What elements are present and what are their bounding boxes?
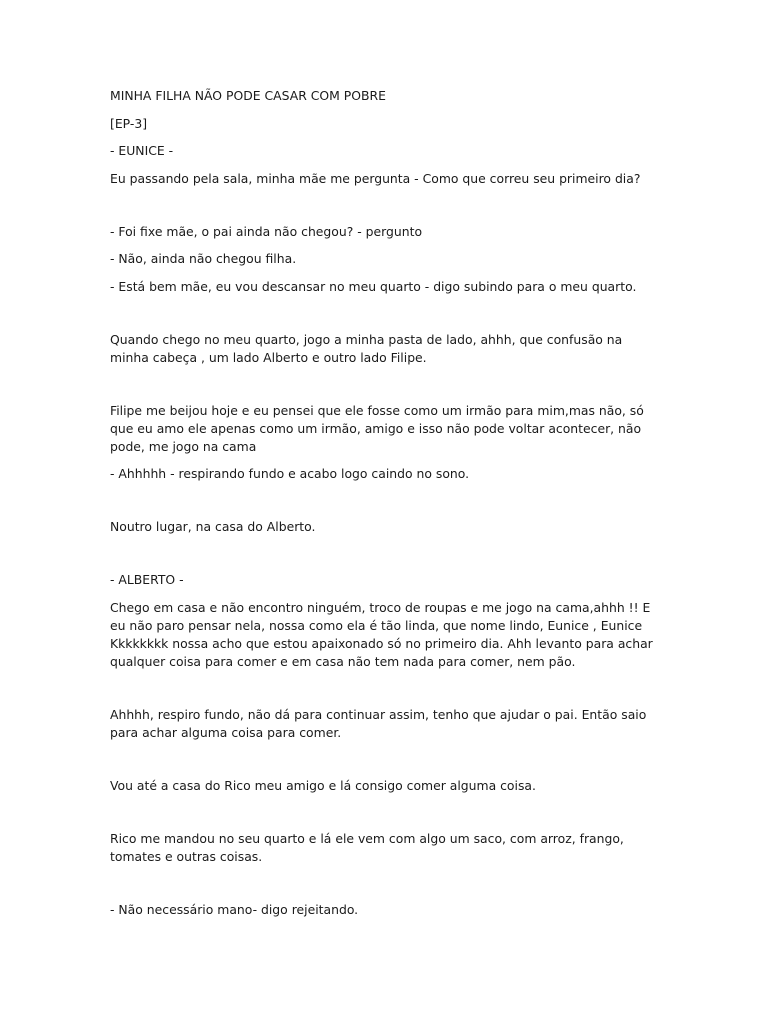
paragraph: Filipe me beijou hoje e eu pensei que ele fosse como um irmão para mim,mas não, só que eu amo ele apenas como um irmão, amigo e isso não pode voltar acontecer, não pode, me jogo na cama — [110, 402, 644, 454]
section-heading-eunice: - EUNICE - — [110, 143, 174, 158]
paragraph: Eu passando pela sala, minha mãe me pergunta - Como que correu seu primeiro dia? — [110, 170, 641, 186]
paragraph: Rico me mandou no seu quarto e lá ele vem com algo um saco, com arroz, frango, tomates e outras coisas. — [110, 830, 624, 864]
document-title: MINHA FILHA NÃO PODE CASAR COM POBRE — [110, 88, 386, 103]
paragraph: Quando chego no meu quarto, jogo a minha pasta de lado, ahhh, que confusão na minha cabeça , um lado Alberto e outro lado Filipe. — [110, 331, 623, 365]
paragraph: Ahhhh, respiro fundo, não dá para continuar assim, tenho que ajudar o pai. Então saio para achar alguma coisa para comer. — [110, 706, 647, 740]
section-heading-alberto: - ALBERTO - — [110, 572, 184, 587]
paragraph: Noutro lugar, na casa do Alberto. — [110, 519, 316, 534]
episode-label: [EP-3] — [110, 115, 148, 131]
paragraph: Chego em casa e não encontro ninguém, troco de roupas e me jogo na cama,ahhh !! E eu não paro pensar nela, nossa como ela é tão linda, que nome lindo, Eunice , Eunice Kkkkkkkk nossa acho que estou apaixonado só no primeiro dia. Ahh levanto para achar qualquer coisa para comer e em casa não tem nada para comer, nem pão. — [110, 599, 653, 669]
paragraph: Vou até a casa do Rico meu amigo e lá consigo comer alguma coisa. — [110, 777, 536, 793]
dialogue-line: - Foi fixe mãe, o pai ainda não chegou? - pergunto — [110, 223, 423, 239]
dialogue-line: - Não necessário mano- digo rejeitando. — [110, 901, 359, 917]
dialogue-line: - Ahhhhh - respirando fundo e acabo logo caindo no sono. — [110, 466, 470, 481]
dialogue-line: - Não, ainda não chegou filha. — [110, 251, 297, 266]
dialogue-line: - Está bem mãe, eu vou descansar no meu quarto - digo subindo para o meu quarto. — [110, 278, 637, 294]
document-body — [110, 87, 660, 928]
